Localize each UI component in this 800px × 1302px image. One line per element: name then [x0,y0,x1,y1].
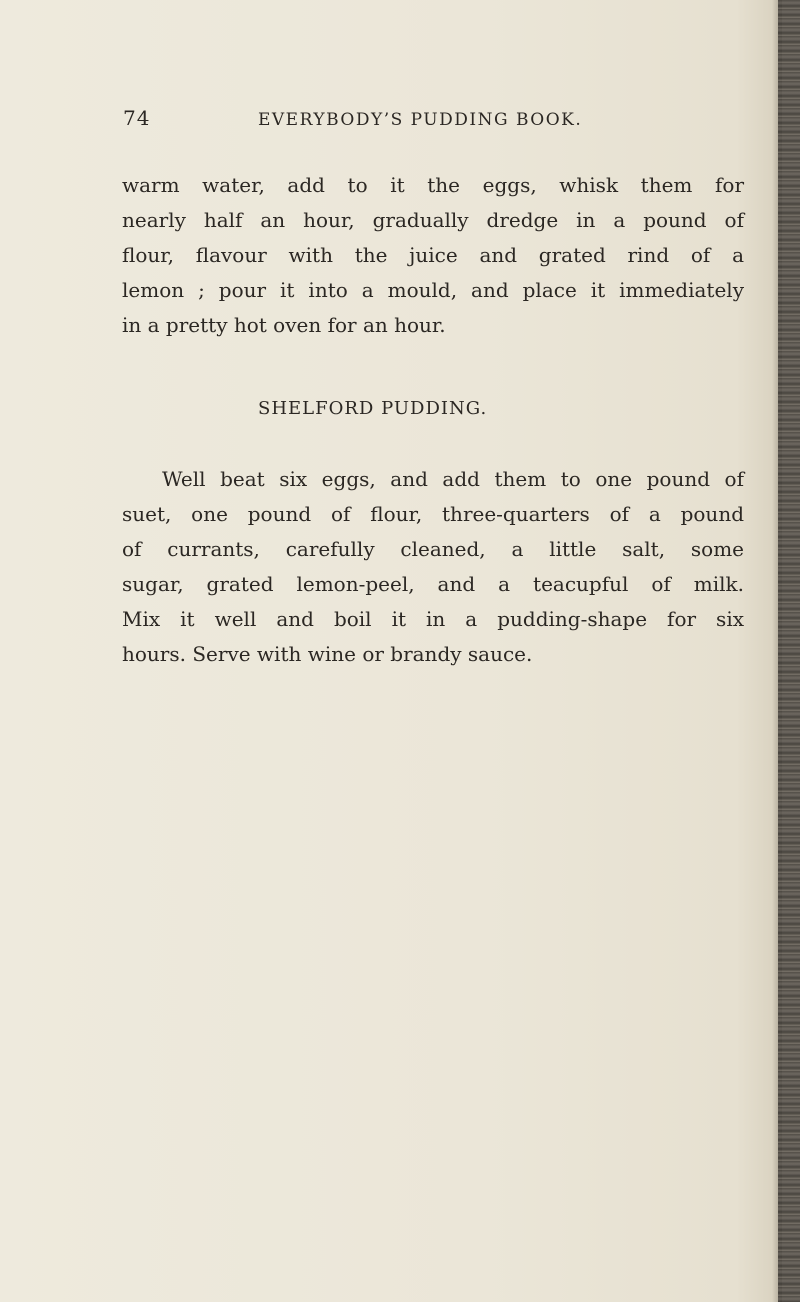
text-line: hours. Serve with wine or brandy sauce. [122,642,533,666]
page-header [123,106,763,140]
text-line: warm water, add to it the eggs, whisk them for [122,173,744,197]
text-line: lemon ; pour it into a mould, and place it immediately [122,278,744,302]
text-line: suet, one pound of flour, three-quarters of a pound [122,502,744,526]
text-line: in a pretty hot oven for an hour. [122,313,446,337]
continued-paragraph [122,168,744,343]
text-line: flour, flavour with the juice and grated rind of a [122,243,744,267]
book-binding-edge [778,0,800,1302]
recipe-title: SHELFORD PUDDING. [258,398,488,419]
page-number: 74 [123,106,151,130]
text-line: Well beat six eggs, and add them to one pound of [162,467,744,491]
running-title: EVERYBODY’S PUDDING BOOK. [258,110,583,130]
text-line: sugar, grated lemon-peel, and a teacupful of milk. [122,572,744,596]
recipe-paragraph [122,462,744,672]
text-line: Mix it well and boil it in a pudding-shape for six [122,607,744,631]
text-line: of currants, carefully cleaned, a little salt, some [122,537,744,561]
text-line: nearly half an hour, gradually dredge in a pound of [122,208,744,232]
